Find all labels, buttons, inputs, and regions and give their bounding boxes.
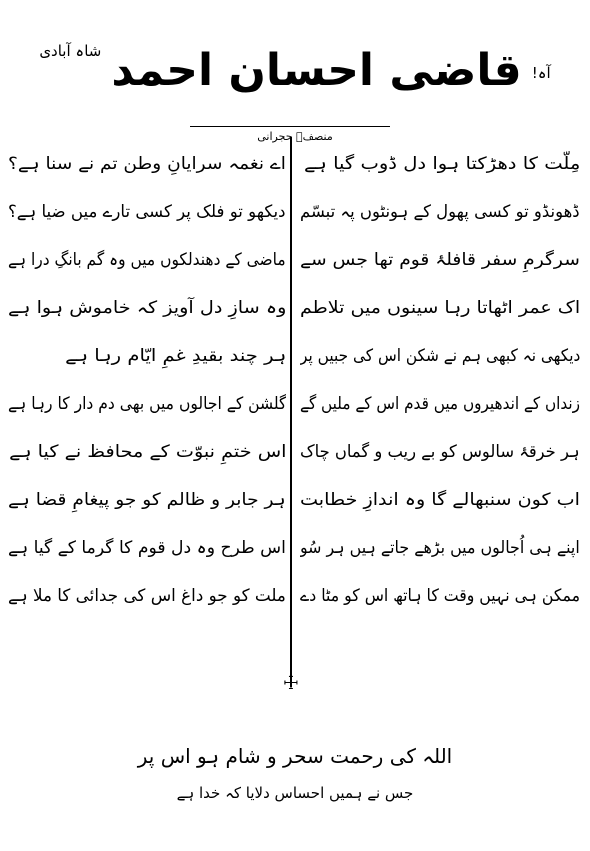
verse-line: ہر چند بقیدِ غمِ ایّام رہا ہے (64, 346, 286, 366)
left-column (8, 140, 286, 700)
verse-line: دیکھی نہ کبھی ہم نے شکن اس کی جبیں پر (300, 346, 580, 366)
title-prefix: آہ! (531, 64, 551, 82)
verse-line: مِلّت کا دھڑکتا ہوا دل ڈوب گیا ہے (303, 154, 580, 174)
verse-line: ہر خرقۂ سالوس کو بے ریب و گماں چاک (300, 442, 580, 462)
verse-line: گلشن کے اجالوں میں بھی دم دار کا رہا ہے (8, 394, 286, 414)
verse-line: اس طرح وہ دل قوم کا گرما کے گیا ہے (8, 538, 286, 558)
verse-line: دیکھو تو فلک پر کسی تارے میں ضیا ہے؟ (8, 202, 286, 222)
verse-line: اے نغمہ سرایانِ وطن تم نے سنا ہے؟ (8, 154, 286, 174)
verse-line: زنداں کے اندھیروں میں قدم اس کے ملیں گے (300, 394, 580, 414)
title-rule (190, 126, 390, 127)
verse-line: اب کون سنبھالے گا وہ اندازِ خطابت (300, 490, 580, 510)
verse-line: اس ختمِ نبوّت کے محافظ نے کیا ہے (8, 442, 286, 462)
verse-line: اک عمر اٹھاتا رہا سینوں میں تلاطم (300, 298, 580, 318)
title-epithet: شاہ آبادی (39, 42, 102, 60)
divider-ornament: ☩ (282, 673, 300, 694)
poem-title: قاضی احسان احمد (111, 45, 522, 96)
verse-line: ممکن ہی نہیں وقت کا ہاتھ اس کو مٹا دے (300, 586, 580, 606)
verse-line: ملت کو جو داغ اس کی جدائی کا ملا ہے (8, 586, 286, 606)
verse-line: ماضی کے دھندلکوں میں وہ گم بانگِ درا ہے (8, 250, 286, 270)
column-divider (290, 137, 292, 687)
right-column (300, 140, 580, 700)
verse-line: ڈھونڈو تو کسی پھول کے ہونٹوں پہ تبسّم (300, 202, 580, 222)
verse-line: اپنے ہی اُجالوں میں بڑھے جاتے ہیں ہر سُو (300, 538, 580, 558)
verse-line: وہ سازِ دل آویز کہ خاموش ہوا ہے (8, 298, 286, 318)
poet-name: منصفؔ حجرانی (257, 130, 333, 143)
heading-block (0, 22, 590, 143)
closing-line-2: جس نے ہمیں احساس دلایا کہ خدا ہے (176, 784, 414, 802)
closing-couplet (0, 735, 590, 807)
closing-line-1: اللہ کی رحمت سحر و شام ہو اس پر (137, 744, 453, 768)
verse-line: ہر جابر و ظالم کو جو پیغامِ قضا ہے (8, 490, 286, 510)
verse-line: سرگرمِ سفر قافلۂ قوم تھا جس سے (300, 250, 580, 270)
title-row (0, 36, 590, 106)
